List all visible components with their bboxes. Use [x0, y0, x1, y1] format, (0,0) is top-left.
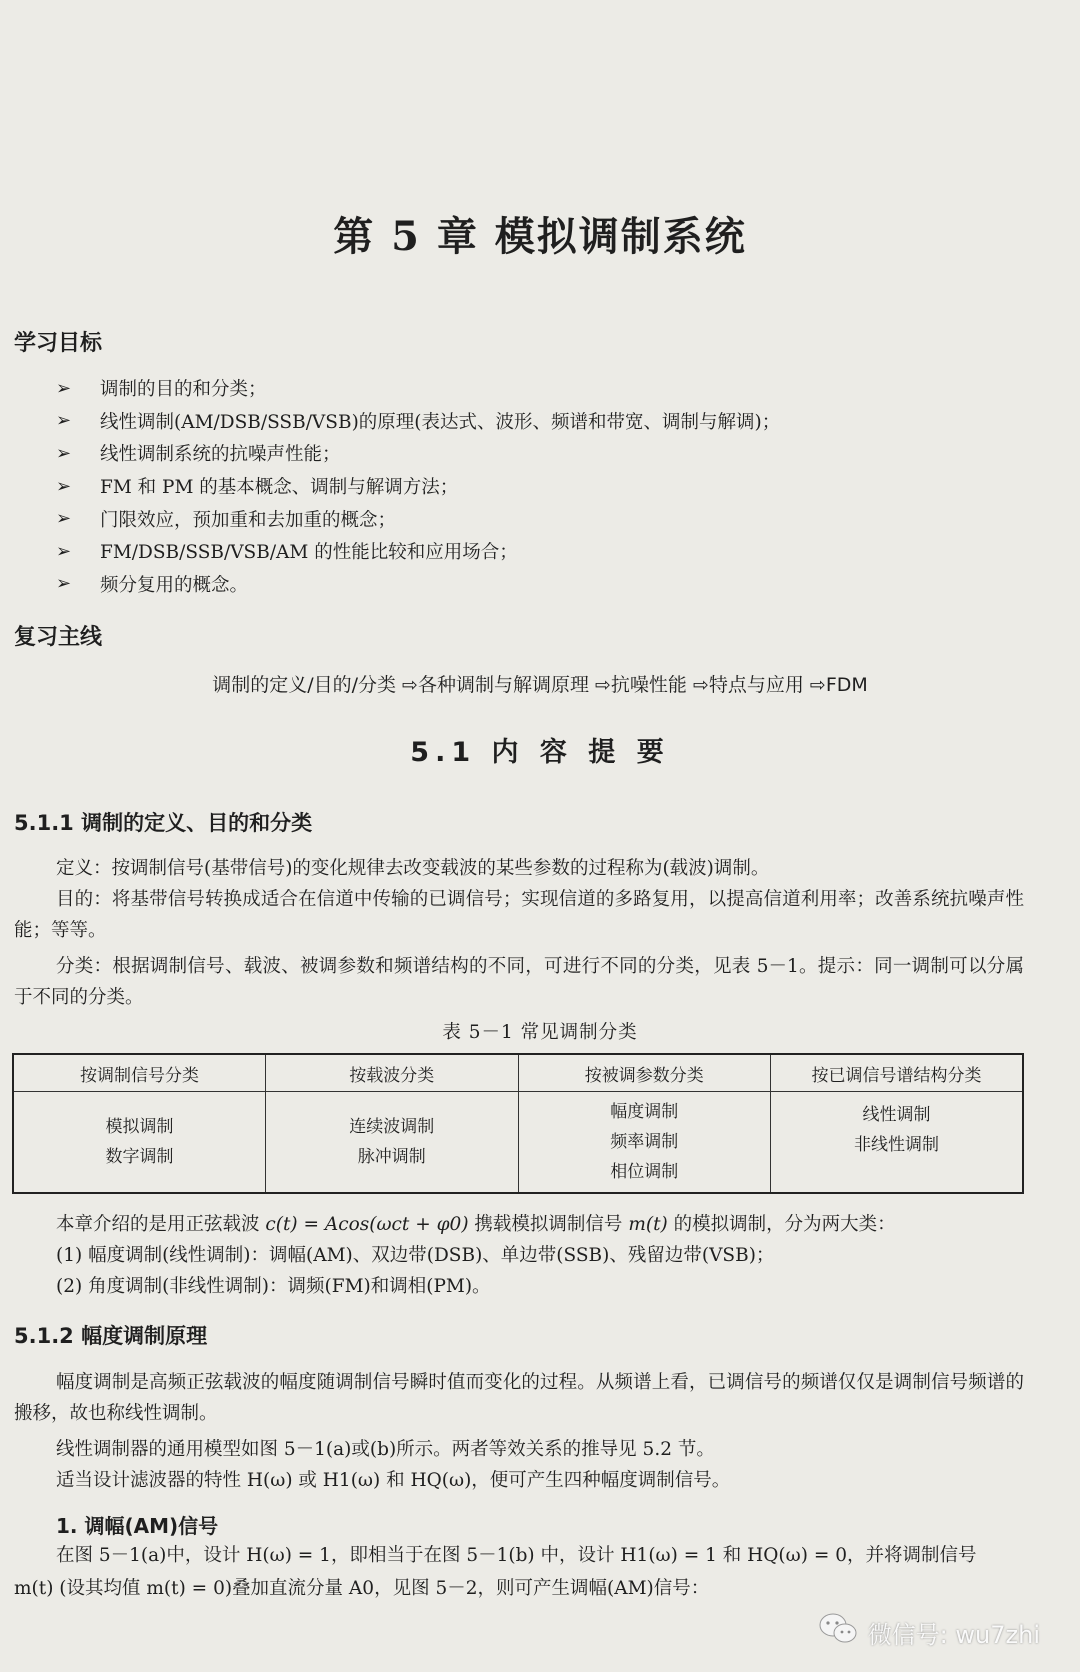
column-header: 按调制信号分类 — [13, 1054, 266, 1092]
amplitude-modulation-paragraph: 幅度调制是高频正弦载波的幅度随调制信号瞬时值而变化的过程。从频谱上看，已调信号的频谱仅仅是调制信号频谱的搬移，故也称线性调制。 — [14, 1372, 1024, 1424]
arrow-bullet-icon: ➢ — [56, 508, 72, 530]
wechat-watermark — [818, 1612, 1040, 1652]
category-item-2: (2) 角度调制(非线性调制)：调频(FM)和调相(PM)。 — [56, 1276, 491, 1297]
arrow-bullet-icon: ➢ — [56, 475, 72, 497]
table-cell: 连续波调制 脉冲调制 — [266, 1092, 519, 1194]
subsection-heading-511: 5.1.1 调制的定义、目的和分类 — [14, 811, 313, 835]
column-header: 按被调参数分类 — [518, 1054, 771, 1092]
table-row — [13, 1092, 1023, 1194]
list-item: ➢ 门限效应，预加重和去加重的概念； — [56, 508, 397, 531]
review-mainline: 调制的定义/目的/分类 ⇨各种调制与解调原理 ⇨抗噪性能 ⇨特点与应用 ⇨FDM — [212, 674, 868, 696]
table-cell: 幅度调制 频率调制 相位调制 — [518, 1092, 771, 1194]
definition-paragraph: 定义：按调制信号(基带信号)的变化规律去改变载波的某些参数的过程称为(载波)调制。 — [56, 858, 770, 879]
arrow-bullet-icon: ➢ — [56, 540, 72, 562]
chapter-title: 第 5 章 模拟调制系统 — [333, 213, 747, 260]
table-cell: 线性调制 非线性调制 — [771, 1092, 1024, 1194]
list-item: ➢ 线性调制系统的抗噪声性能； — [56, 442, 341, 466]
list-item: ➢ 线性调制(AM/DSB/SSB/VSB)的原理(表达式、波形、频谱和带宽、调制与解调)； — [56, 410, 781, 433]
arrow-bullet-icon: ➢ — [56, 442, 72, 464]
arrow-bullet-icon: ➢ — [56, 410, 72, 432]
purpose-paragraph: 目的：将基带信号转换成适合在信道中传输的已调信号；实现信道的多路复用，以提高信道利用率；改善系统抗噪声性能；等等。 — [14, 889, 1024, 941]
watermark-text: 微信号: wu7zhi — [867, 1620, 1040, 1649]
arrow-bullet-icon: ➢ — [56, 573, 72, 595]
model-paragraph: 线性调制器的通用模型如图 5－1(a)或(b)所示。两者等效关系的推导见 5.2 节。 — [56, 1439, 715, 1460]
am-text-line-2: m(t) (设其均值 m(t) = 0)叠加直流分量 A0，见图 5－2，则可产生调幅(AM)信号： — [14, 1578, 710, 1599]
category-item-1: (1) 幅度调制(线性调制)：调幅(AM)、双边带(DSB)、单边带(SSB)、残留边带(VSB)； — [56, 1245, 775, 1266]
chapter-intro-line: 本章介绍的是用正弦载波 c(t) = Acos(ωct + φ0) 携载模拟调制信号 m(t) 的模拟调制，分为两大类： — [56, 1214, 896, 1235]
section-title: 5.1 内 容 提 要 — [410, 737, 670, 768]
filter-paragraph: 适当设计滤波器的特性 H(ω) 或 H1(ω) 和 HQ(ω)，便可产生四种幅度调制信号。 — [56, 1470, 731, 1491]
table-caption: 表 5－1 常见调制分类 — [442, 1022, 638, 1043]
list-item: ➢ 调制的目的和分类； — [56, 377, 267, 401]
learning-objectives-heading: 学习目标 — [14, 330, 103, 356]
review-heading: 复习主线 — [14, 624, 103, 650]
table-header-row — [13, 1054, 1023, 1092]
column-header: 按载波分类 — [266, 1054, 519, 1092]
am-signal-heading: 1. 调幅(AM)信号 — [56, 1514, 219, 1538]
classification-paragraph: 分类：根据调制信号、载波、被调参数和频谱结构的不同，可进行不同的分类，见表 5－1。提示：同一调制可以分属于不同的分类。 — [14, 956, 1024, 1008]
arrow-bullet-icon: ➢ — [56, 377, 72, 399]
list-item: ➢ FM 和 PM 的基本概念、调制与解调方法； — [56, 475, 459, 499]
table-cell: 模拟调制 数字调制 — [13, 1092, 266, 1194]
classification-table — [12, 1053, 1024, 1194]
wechat-icon — [818, 1612, 858, 1652]
objectives-list — [56, 372, 780, 600]
list-item: ➢ 频分复用的概念。 — [56, 573, 249, 596]
subsection-heading-512: 5.1.2 幅度调制原理 — [14, 1324, 208, 1348]
am-text-line-1: 在图 5－1(a)中，设计 H(ω) = 1，即相当于在图 5－1(b) 中，设计 H1(ω) = 1 和 HQ(ω) = 0，并将调制信号 — [56, 1545, 977, 1566]
list-item: ➢ FM/DSB/SSB/VSB/AM 的性能比较和应用场合； — [56, 540, 518, 564]
column-header: 按已调信号谱结构分类 — [771, 1054, 1024, 1092]
